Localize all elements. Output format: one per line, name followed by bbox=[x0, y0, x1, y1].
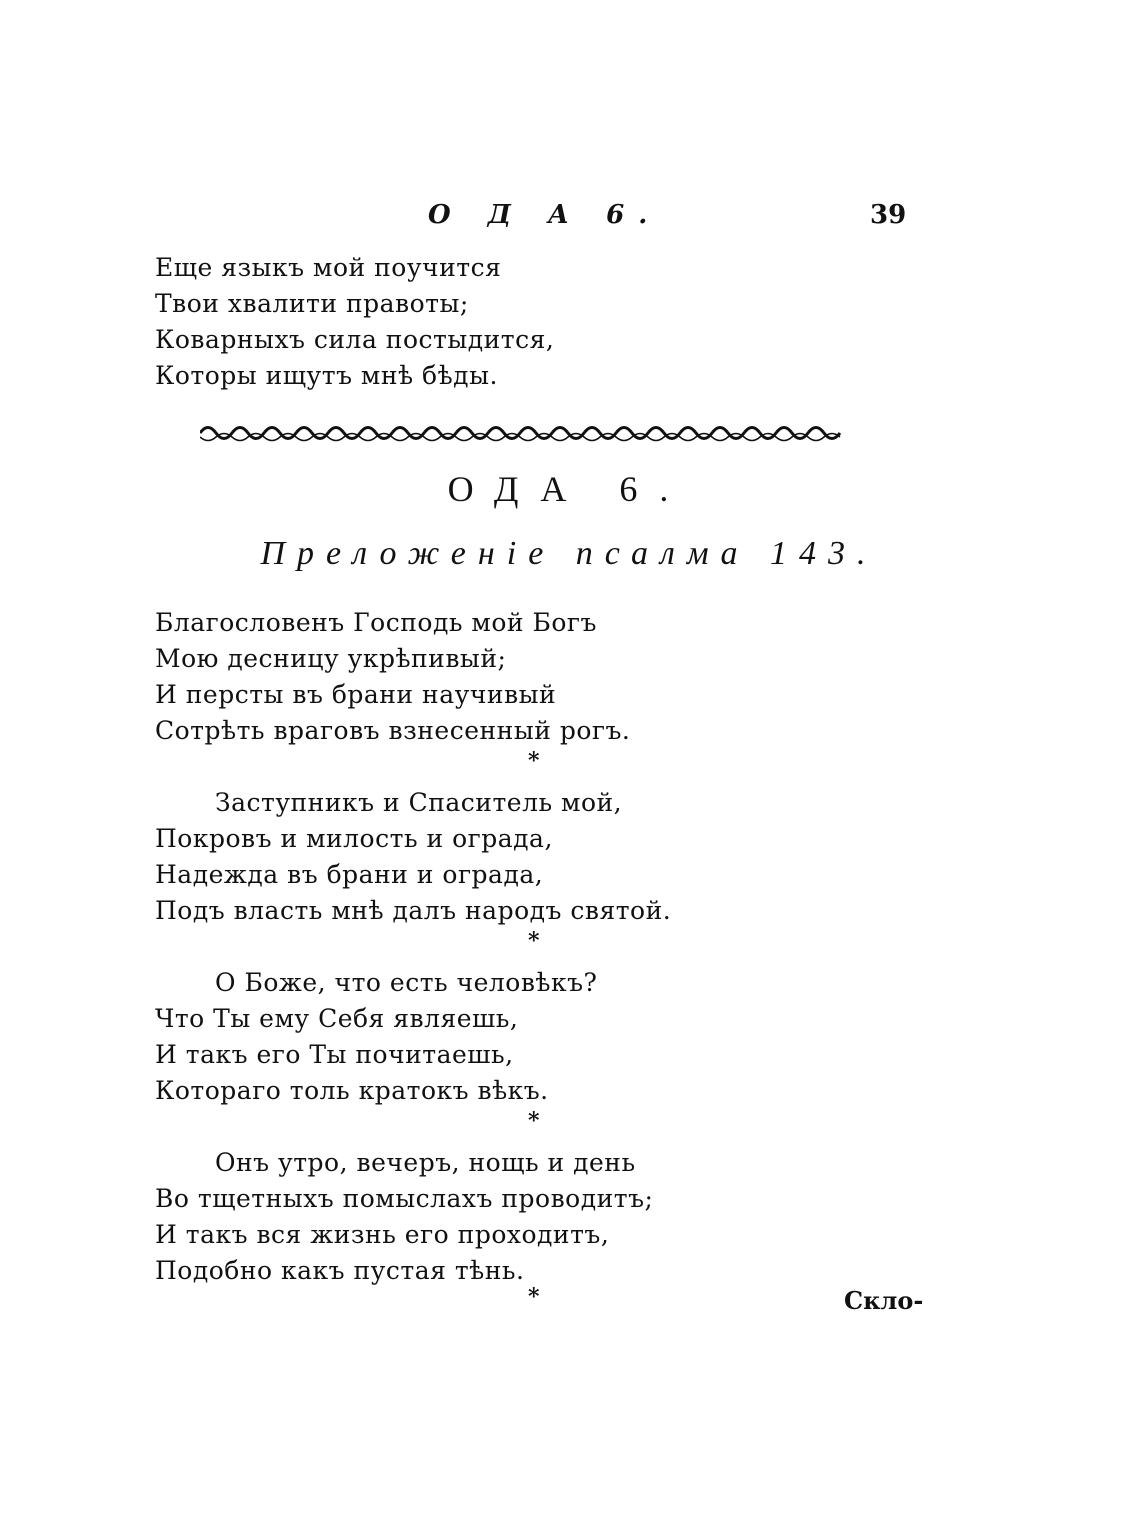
verse-line: Сотрѣть враговъ взнесенный рогъ. bbox=[155, 716, 631, 745]
verse-line: Онъ утро, вечеръ, нощь и день bbox=[215, 1148, 636, 1177]
verse-line: Что Ты ему Себя являешь, bbox=[155, 1004, 519, 1033]
verse-line: И такъ вся жизнь его проходитъ, bbox=[155, 1220, 610, 1249]
ode-subtitle: Преложеніе псалма 143. bbox=[260, 535, 878, 572]
stanza-separator: * bbox=[528, 928, 540, 954]
verse-line: Котораго толь кратокъ вѣкъ. bbox=[155, 1076, 549, 1105]
ornamental-divider bbox=[200, 420, 850, 446]
stanza bbox=[155, 785, 875, 929]
verse-line: Во тщетныхъ помыслахъ проводитъ; bbox=[155, 1184, 654, 1213]
catchword: Скло- bbox=[844, 1286, 924, 1315]
verse-line: Мою десницу укрѣпивый; bbox=[155, 644, 507, 673]
verse-line: Надежда въ брани и ограда, bbox=[155, 860, 544, 889]
verse-line: Благословенъ Господь мой Богъ bbox=[155, 608, 597, 637]
verse-line: И персты въ брани научивый bbox=[155, 680, 557, 709]
stanza bbox=[155, 605, 875, 749]
verse-line: Еще языкъ мой поучится bbox=[155, 253, 502, 282]
verse-line: Подъ власть мнѣ далъ народъ святой. bbox=[155, 896, 672, 925]
stanza bbox=[155, 1145, 875, 1289]
running-head bbox=[0, 200, 1138, 240]
verse-line: Коварныхъ сила постыдится, bbox=[155, 325, 555, 354]
verse-line: И такъ его Ты почитаешь, bbox=[155, 1040, 514, 1069]
verse-line: Покровъ и милость и ограда, bbox=[155, 824, 553, 853]
previous-stanza bbox=[155, 250, 875, 394]
stanza-separator: * bbox=[528, 1284, 540, 1310]
running-title: О Д А 6. bbox=[428, 200, 662, 230]
page-number: 39 bbox=[870, 200, 907, 230]
stanza-separator: * bbox=[528, 1108, 540, 1134]
verse-line: Подобно какъ пустая тѣнь. bbox=[155, 1256, 525, 1285]
verse-line: Твои хвалити правоты; bbox=[155, 289, 469, 318]
verse-line: О Боже, что есть человѣкъ? bbox=[215, 968, 598, 997]
verse-line: Которы ищутъ мнѣ бѣды. bbox=[155, 361, 498, 390]
stanza-separator: * bbox=[528, 748, 540, 774]
stanza bbox=[155, 965, 875, 1109]
verse-line: Заступникъ и Спаситель мой, bbox=[215, 788, 623, 817]
ode-title: ОДА 6. bbox=[447, 469, 691, 509]
